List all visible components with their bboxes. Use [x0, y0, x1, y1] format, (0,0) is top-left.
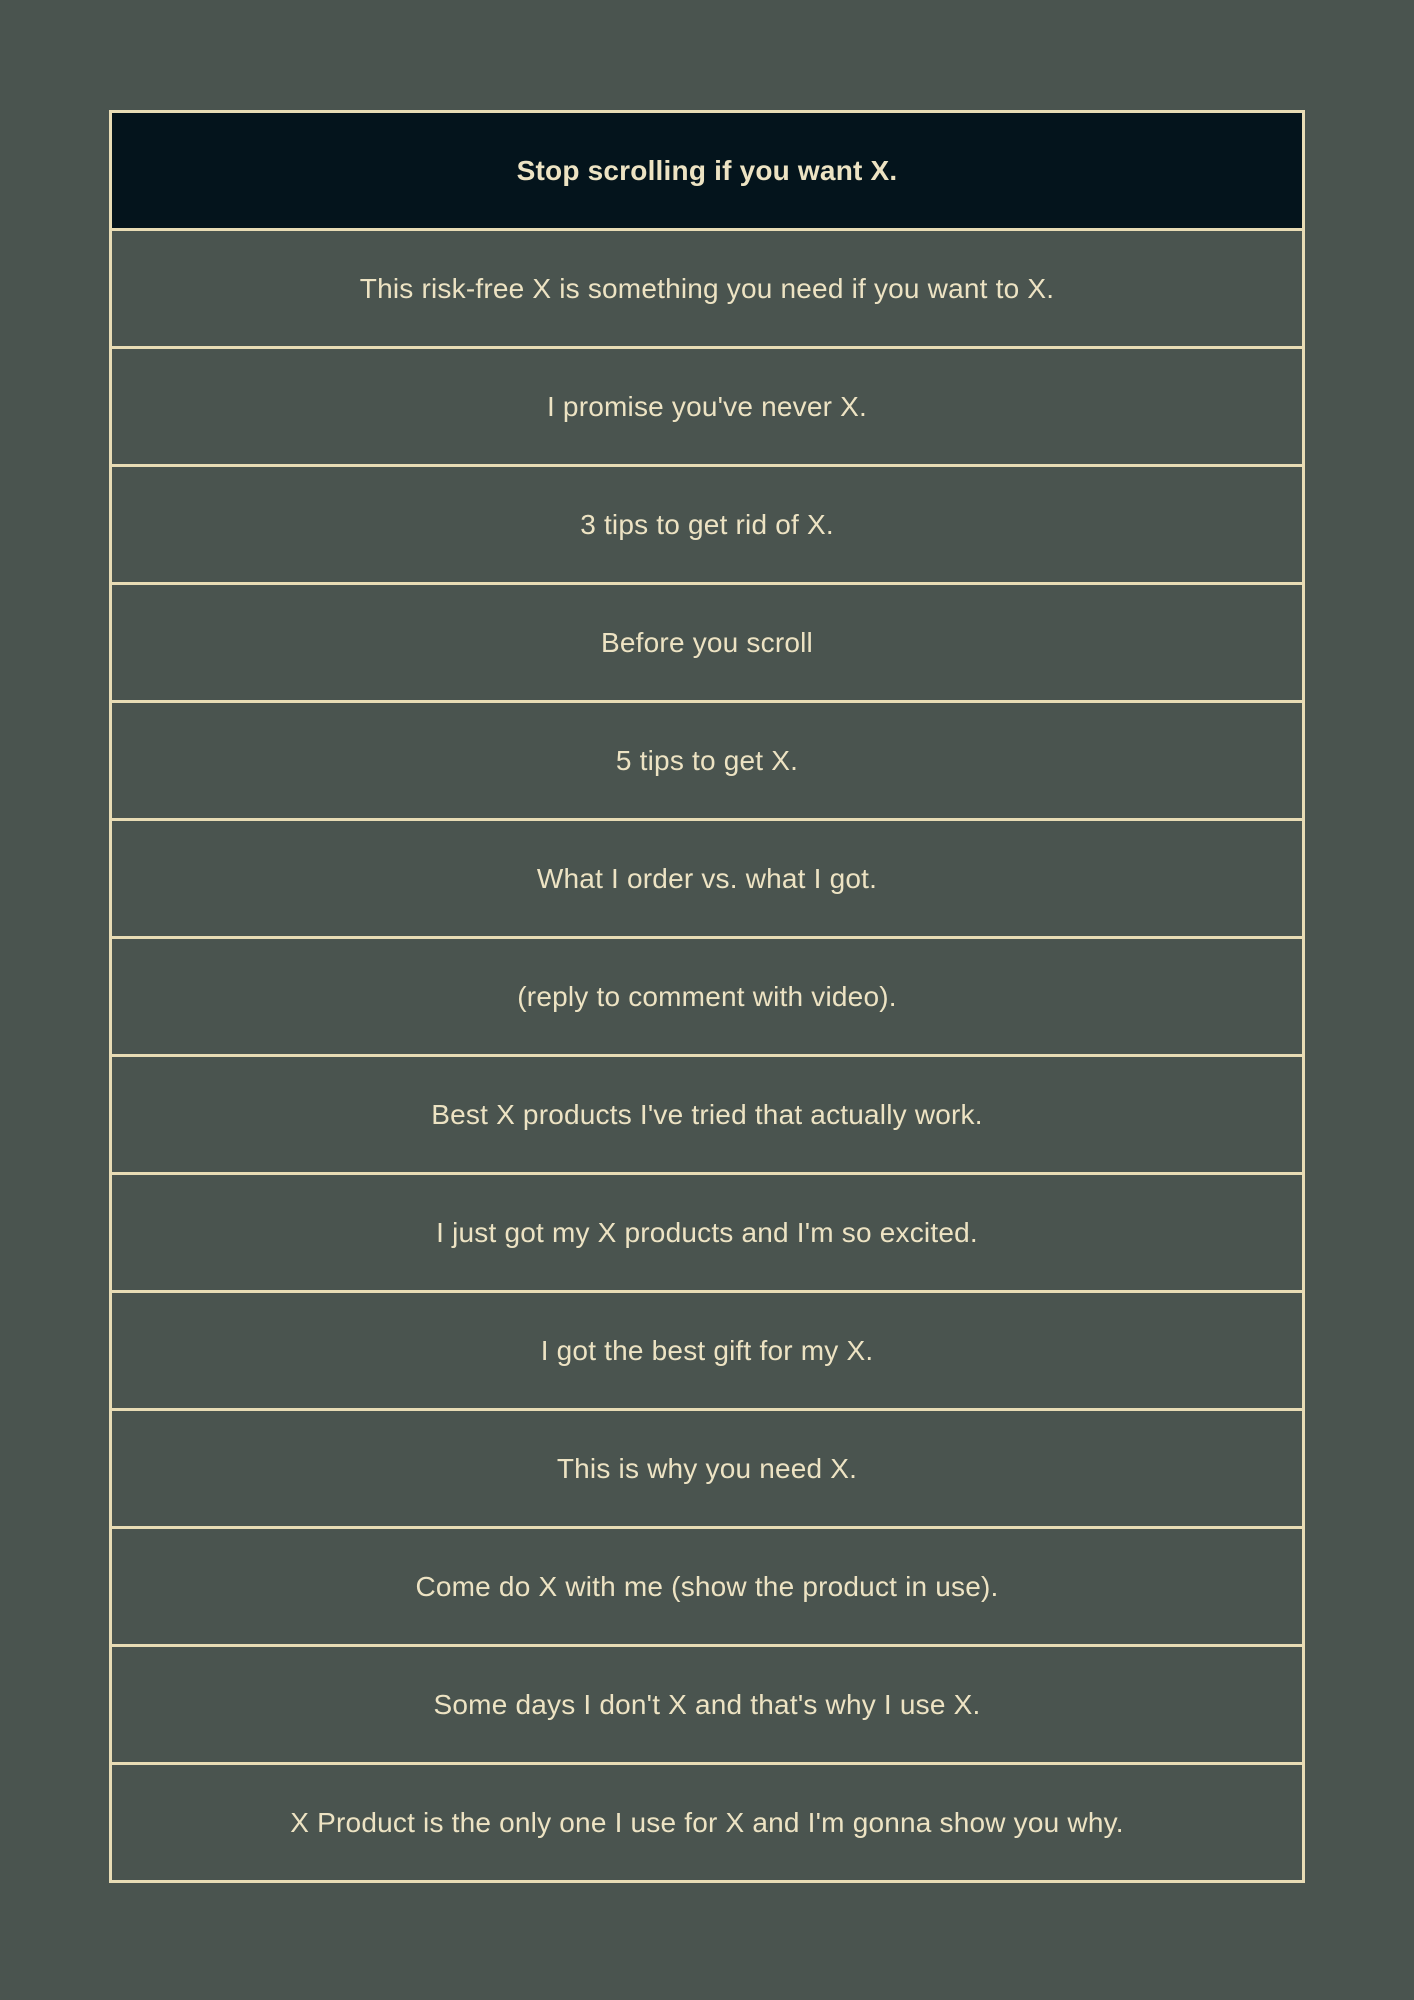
table-row: [111, 584, 1304, 702]
table-cell: Some days I don't X and that's why I use X.: [111, 1646, 1304, 1764]
table-row: [111, 1056, 1304, 1174]
table-row: [111, 820, 1304, 938]
hooks-table: [109, 110, 1305, 1883]
table-cell: I promise you've never X.: [111, 348, 1304, 466]
table-header-row: [111, 112, 1304, 230]
table-cell: (reply to comment with video).: [111, 938, 1304, 1056]
table-row: [111, 1764, 1304, 1882]
table-cell: This risk-free X is something you need if you want to X.: [111, 230, 1304, 348]
table-row: [111, 348, 1304, 466]
table-cell: X Product is the only one I use for X and I'm gonna show you why.: [111, 1764, 1304, 1882]
table-cell: Before you scroll: [111, 584, 1304, 702]
table-row: [111, 938, 1304, 1056]
table-cell: 3 tips to get rid of X.: [111, 466, 1304, 584]
table-cell: This is why you need X.: [111, 1410, 1304, 1528]
table-cell: 5 tips to get X.: [111, 702, 1304, 820]
table-cell: What I order vs. what I got.: [111, 820, 1304, 938]
table-row: [111, 702, 1304, 820]
table-cell: Best X products I've tried that actually work.: [111, 1056, 1304, 1174]
table-cell: Come do X with me (show the product in use).: [111, 1528, 1304, 1646]
table-row: [111, 1410, 1304, 1528]
table-row: [111, 466, 1304, 584]
table-cell: I just got my X products and I'm so excited.: [111, 1174, 1304, 1292]
table-header-cell: Stop scrolling if you want X.: [111, 112, 1304, 230]
table-row: [111, 230, 1304, 348]
table-row: [111, 1528, 1304, 1646]
table-cell: I got the best gift for my X.: [111, 1292, 1304, 1410]
table-row: [111, 1292, 1304, 1410]
table-row: [111, 1646, 1304, 1764]
table-row: [111, 1174, 1304, 1292]
